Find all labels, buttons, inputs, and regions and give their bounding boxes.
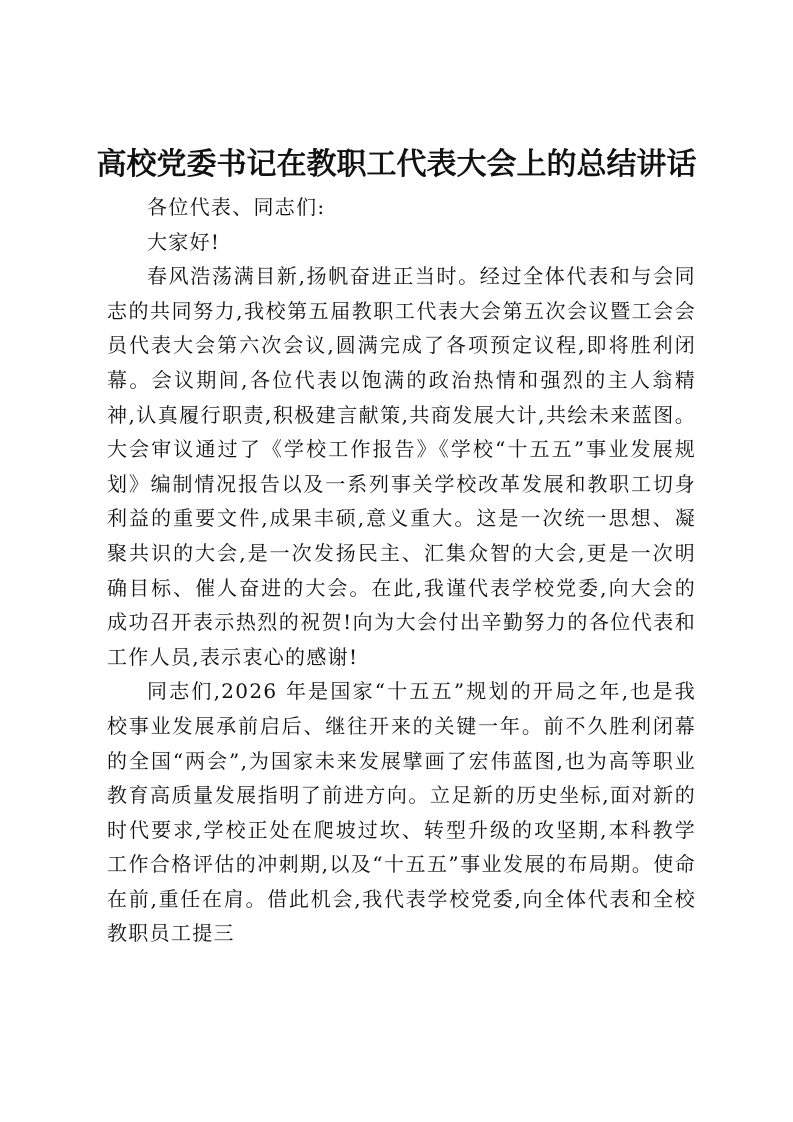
document-title: 高校党委书记在教职工代表大会上的总结讲话 [96, 147, 697, 182]
body-paragraph-2: 同志们,2026 年是国家“十五五”规划的开局之年,也是我校事业发展承前启后、继往开来的关键一年。前不久胜利闭幕的全国“两会”,为国家未来发展擘画了宏伟蓝图,也为高等职业教育高质量发展指明了前进方向。立足新的历史坐标,面对新的时代要求,学校正处在爬坡过坎、转型升级的攻坚期,本科教学工作合格评估的冲刺期,以及“十五五”事业发展的布局期。使命在前,重任在肩。借此机会,我代表学校党委,向全体代表和全校教职员工提三 [107, 679, 696, 946]
greeting-paragraph: 大家好! [147, 229, 221, 254]
body-paragraph-1: 春风浩荡满目新,扬帆奋进正当时。经过全体代表和与会同志的共同努力,我校第五届教职工代表大会第五次会议暨工会会员代表大会第六次会议,圆满完成了各项预定议程,即将胜利闭幕。会议期间,各位代表以饱满的政治热情和强烈的主人翁精神,认真履行职责,积极建言献策,共商发展大计,共绘未来蓝图。大会审议通过了《学校工作报告》《学校“十五五”事业发展规划》编制情况报告以及一系列事关学校改革发展和教职工切身利益的重要文件,成果丰硕,意义重大。这是一次统一思想、凝聚共识的大会,是一次发扬民主、汇集众智的大会,更是一次明确目标、催人奋进的大会。在此,我谨代表学校党委,向大会的成功召开表示热烈的祝贺!向为大会付出辛勤努力的各位代表和工作人员,表示衷心的感谢! [107, 264, 696, 669]
document-body [107, 190, 696, 951]
salutation-paragraph: 各位代表、同志们: [147, 195, 326, 219]
